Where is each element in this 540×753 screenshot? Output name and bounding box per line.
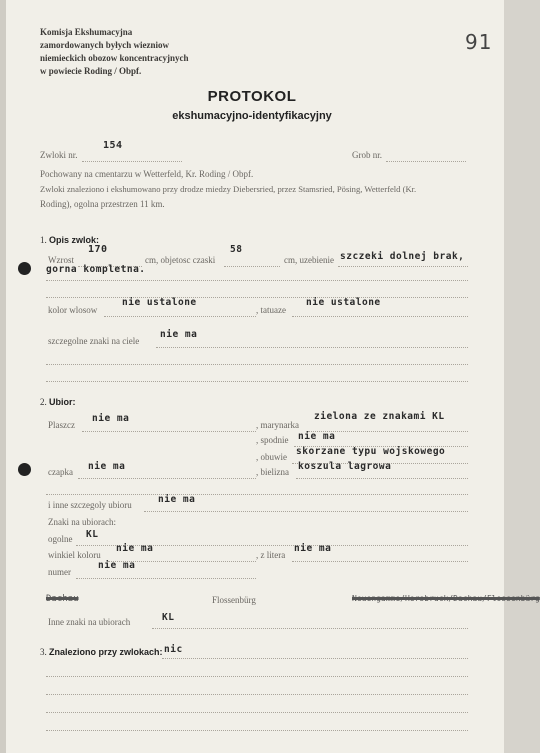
shoes-label: , obuwie (256, 452, 287, 462)
commission-name-line1: Komisja Ekshumacyjna (40, 27, 133, 37)
blank-line (46, 694, 468, 695)
document-subtitle: ekshumacyjno-identyfikacyjny (172, 110, 332, 122)
trousers-label: , spodnie (256, 435, 289, 445)
blank-line (46, 297, 468, 298)
general-signs-label: ogolne (48, 534, 73, 544)
remains-number-value: 154 (103, 140, 123, 151)
other-signs-line (152, 628, 468, 629)
remains-number-line (82, 161, 182, 162)
camp-struck-left: Dachau (46, 594, 79, 604)
blank-line (46, 730, 468, 731)
teeth-continuation-line (46, 280, 468, 281)
blank-line (46, 364, 468, 365)
skull-label: cm, objetosc czaski (145, 255, 216, 265)
section-2-number: 2. (40, 397, 47, 407)
body-marks-label: szczegolne znaki na ciele (48, 336, 140, 346)
camp-struck-right: Neuengamme/Hersbruck/Dachau/Flossenbürg (352, 594, 540, 603)
hair-color-label: kolor wlosow (48, 305, 98, 315)
cap-value: nie ma (88, 461, 126, 472)
section-1-number: 1. (40, 235, 47, 245)
blank-line (46, 712, 468, 713)
remains-number-label: Zwloki nr. (40, 150, 78, 160)
number-value: nie ma (98, 560, 136, 571)
other-signs-value: KL (162, 612, 175, 623)
cap-line (78, 478, 256, 479)
underwear-label: , bielizna (256, 467, 289, 477)
page-number: 91 (465, 30, 493, 54)
punch-hole (18, 463, 31, 476)
skull-line (224, 266, 280, 267)
coat-value: nie ma (92, 413, 130, 424)
tattoo-label: , tatuaze (256, 305, 286, 315)
burial-place-text: Pochowany na cmentarzu w Wetterfeld, Kr. Roding / Obpf. (40, 169, 254, 179)
found-location-text-2: Roding), ogolna przestrzen 11 km. (40, 199, 165, 209)
hair-color-line (104, 316, 256, 317)
section-3-heading (40, 647, 163, 657)
other-clothing-label: i inne szczegoly ubioru (48, 500, 132, 510)
other-signs-label: Inne znaki na ubiorach (48, 617, 131, 627)
shoes-value: skorzane typu wojskowego (296, 446, 446, 457)
section-3-number: 3. (40, 647, 47, 657)
section-2-title: Ubior: (49, 397, 76, 407)
trousers-value: nie ma (298, 431, 336, 442)
commission-name-line4: w powiecie Roding / Obpf. (40, 66, 142, 76)
teeth-label: cm, uzebienie (284, 255, 334, 265)
height-value: 170 (88, 244, 108, 255)
teeth-value-2: gorna kompletna. (46, 264, 146, 275)
general-signs-value: KL (86, 529, 99, 540)
number-line (76, 578, 256, 579)
coat-line (82, 431, 256, 432)
coat-label: Plaszcz (48, 420, 75, 430)
tattoo-line (292, 316, 468, 317)
teeth-line (338, 266, 468, 267)
letter-label: , z litera (256, 550, 286, 560)
cap-label: czapka (48, 467, 73, 477)
grave-number-label: Grob nr. (352, 150, 382, 160)
jacket-label: , marynarka (256, 420, 299, 430)
section-2-heading (40, 397, 76, 407)
commission-name-line2: zamordowanych byłych wiezniow (40, 40, 169, 50)
underwear-value: koszula lagrowa (298, 461, 392, 472)
other-clothing-value: nie ma (158, 494, 196, 505)
hair-color-value: nie ustalone (122, 297, 197, 308)
found-items-value: nic (164, 644, 183, 655)
height-label: Wzrost (48, 255, 74, 265)
clothing-signs-label: Znaki na ubiorach: (48, 517, 116, 527)
letter-line (292, 561, 468, 562)
punch-hole (18, 262, 31, 275)
tattoo-value: nie ustalone (306, 297, 381, 308)
found-location-text-1: Zwloki znaleziono i ekshumowano przy drodze miedzy Diebersried, przez Stamsried, Pösing, Wetterfeld (Kr. (40, 184, 417, 194)
body-marks-line (156, 347, 468, 348)
body-marks-value: nie ma (160, 329, 198, 340)
jacket-value: zielona ze znakami KL (314, 411, 445, 422)
underwear-line (296, 478, 468, 479)
document-title: PROTOKOL (207, 88, 297, 105)
grave-number-line (386, 161, 466, 162)
other-clothing-line (144, 511, 468, 512)
blank-line (46, 676, 468, 677)
skull-value: 58 (230, 244, 243, 255)
blank-line (46, 494, 468, 495)
triangle-color-label: winkiel koloru (48, 550, 101, 560)
triangle-color-value: nie ma (116, 543, 154, 554)
number-label: numer (48, 567, 71, 577)
letter-value: nie ma (294, 543, 332, 554)
teeth-value-1: szczeki dolnej brak, (340, 251, 465, 262)
commission-name-line3: niemieckich obozow koncentracyjnych (40, 53, 189, 63)
section-3-title: Znaleziono przy zwlokach: (49, 647, 163, 657)
section-1-title: Opis zwlok: (49, 235, 100, 245)
camp-name: Flossenbürg (212, 595, 256, 605)
found-items-line (162, 658, 468, 659)
blank-line (46, 381, 468, 382)
